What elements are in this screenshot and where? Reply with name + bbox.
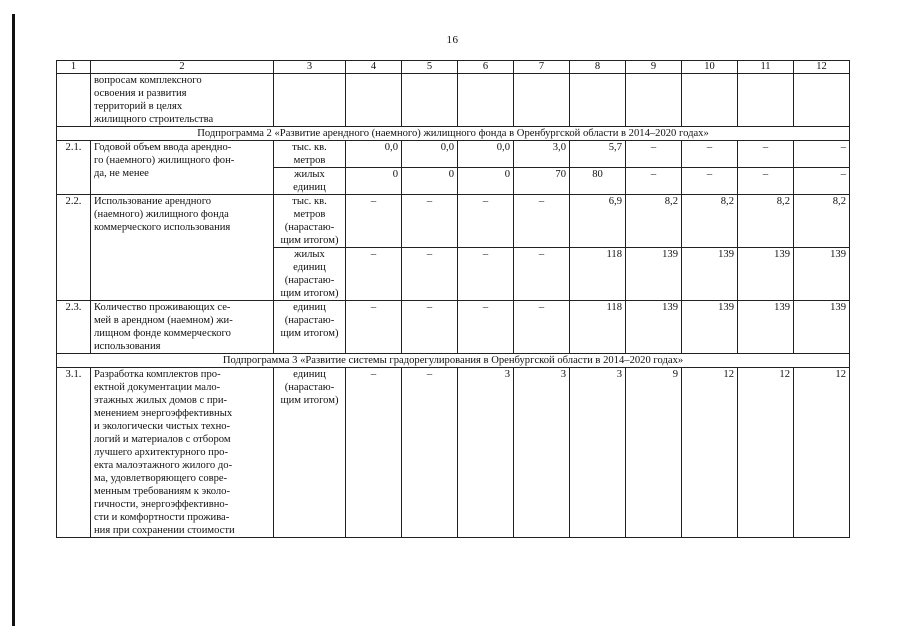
value-cell: – bbox=[458, 301, 514, 354]
value-cell: – bbox=[626, 141, 682, 168]
value-cell: – bbox=[738, 168, 794, 195]
unit-cell: единиц (нарастаю- щим итогом) bbox=[274, 301, 346, 354]
column-header: 9 bbox=[626, 61, 682, 74]
value-cell: 0 bbox=[346, 168, 402, 195]
value-cell: 0,0 bbox=[402, 141, 458, 168]
row-number: 3.1. bbox=[57, 368, 91, 538]
value-cell: – bbox=[682, 141, 738, 168]
value-cell: – bbox=[514, 195, 570, 248]
value-cell: – bbox=[402, 368, 458, 538]
row-number: 2.3. bbox=[57, 301, 91, 354]
value-cell: 118 bbox=[570, 301, 626, 354]
column-header: 7 bbox=[514, 61, 570, 74]
value-cell: 139 bbox=[682, 248, 738, 301]
value-cell: 139 bbox=[626, 248, 682, 301]
value-cell: 0,0 bbox=[458, 141, 514, 168]
table-row bbox=[57, 141, 850, 168]
value-cell: 70 bbox=[514, 168, 570, 195]
value-cell: – bbox=[794, 141, 850, 168]
value-cell: 5,7 bbox=[570, 141, 626, 168]
value-cell: – bbox=[402, 195, 458, 248]
value-cell: 118 bbox=[570, 248, 626, 301]
value-cell: – bbox=[346, 195, 402, 248]
value-cell: – bbox=[738, 141, 794, 168]
value-cell: – bbox=[626, 168, 682, 195]
value-cell: 3 bbox=[458, 368, 514, 538]
continuation-row bbox=[57, 74, 850, 127]
value-cell: 139 bbox=[738, 248, 794, 301]
value-cell: 12 bbox=[794, 368, 850, 538]
value-cell: 9 bbox=[626, 368, 682, 538]
continuation-text: вопросам комплексного освоения и развития территорий в целях жилищного строительства bbox=[91, 74, 274, 127]
value-cell: 3 bbox=[570, 368, 626, 538]
subprogram-2-title: Подпрограмма 2 «Развитие арендного (наемного) жилищного фонда в Оренбургской области в 2014–2020 годах» bbox=[57, 127, 850, 141]
column-header: 2 bbox=[91, 61, 274, 74]
value-cell: – bbox=[514, 248, 570, 301]
value-cell: – bbox=[346, 301, 402, 354]
value-cell: 8,2 bbox=[626, 195, 682, 248]
value-cell: 12 bbox=[682, 368, 738, 538]
value-cell: 139 bbox=[794, 301, 850, 354]
value-cell: – bbox=[458, 248, 514, 301]
value-cell: 3 bbox=[514, 368, 570, 538]
column-header: 11 bbox=[738, 61, 794, 74]
table-row bbox=[57, 301, 850, 354]
row-number: 2.2. bbox=[57, 195, 91, 301]
value-cell: 139 bbox=[682, 301, 738, 354]
value-cell: 139 bbox=[626, 301, 682, 354]
value-cell: 0 bbox=[402, 168, 458, 195]
value-cell: – bbox=[682, 168, 738, 195]
column-header: 5 bbox=[402, 61, 458, 74]
value-cell: 6,9 bbox=[570, 195, 626, 248]
value-cell: – bbox=[458, 195, 514, 248]
value-cell: 0 bbox=[458, 168, 514, 195]
column-header: 10 bbox=[682, 61, 738, 74]
column-header: 12 bbox=[794, 61, 850, 74]
indicator-name: Годовой объем ввода арендно- го (наемного) жилищного фон- да, не менее bbox=[91, 141, 274, 195]
value-cell: 8,2 bbox=[794, 195, 850, 248]
value-cell: 80 bbox=[570, 168, 626, 195]
value-cell: 139 bbox=[738, 301, 794, 354]
unit-cell: жилых единиц bbox=[274, 168, 346, 195]
column-header: 1 bbox=[57, 61, 91, 74]
unit-cell: тыс. кв. метров bbox=[274, 141, 346, 168]
indicator-name: Количество проживающих се- мей в арендном (наемном) жи- лищном фонде коммерческого использования bbox=[91, 301, 274, 354]
row-number: 2.1. bbox=[57, 141, 91, 195]
page-number: 16 bbox=[446, 34, 459, 46]
indicator-name: Разработка комплектов про- ектной документации мало- этажных жилых домов с при- менением энергоэффективных и экологически чистых техно- логий и материалов с отбором лучшего архитектурного про- екта малоэтажного жилого до- ма, удовлетворяющего совре- менным требованиям к эколо- гичности, энергоэффективно- сти и комфортности прожива- ния при сохранении стоимости bbox=[91, 368, 274, 538]
value-cell: 12 bbox=[738, 368, 794, 538]
value-cell: – bbox=[514, 301, 570, 354]
value-cell: – bbox=[402, 301, 458, 354]
value-cell: 8,2 bbox=[738, 195, 794, 248]
value-cell: – bbox=[346, 368, 402, 538]
indicators-table bbox=[56, 60, 850, 538]
unit-cell: жилых единиц (нарастаю- щим итогом) bbox=[274, 248, 346, 301]
unit-cell: единиц (нарастаю- щим итогом) bbox=[274, 368, 346, 538]
value-cell: 3,0 bbox=[514, 141, 570, 168]
column-number-row bbox=[57, 61, 850, 74]
value-cell: – bbox=[346, 248, 402, 301]
table-row bbox=[57, 368, 850, 538]
value-cell: – bbox=[402, 248, 458, 301]
page-left-border bbox=[12, 14, 15, 626]
table-row bbox=[57, 195, 850, 248]
column-header: 3 bbox=[274, 61, 346, 74]
value-cell: – bbox=[794, 168, 850, 195]
unit-cell: тыс. кв. метров (нарастаю- щим итогом) bbox=[274, 195, 346, 248]
column-header: 6 bbox=[458, 61, 514, 74]
subprogram-3-title: Подпрограмма 3 «Развитие системы градорегулирования в Оренбургской области в 2014–2020 годах» bbox=[57, 354, 850, 368]
column-header: 4 bbox=[346, 61, 402, 74]
subprogram-3-row bbox=[57, 354, 850, 368]
subprogram-2-row bbox=[57, 127, 850, 141]
indicator-name: Использование арендного (наемного) жилищного фонда коммерческого использования bbox=[91, 195, 274, 301]
value-cell: 0,0 bbox=[346, 141, 402, 168]
value-cell: 139 bbox=[794, 248, 850, 301]
column-header: 8 bbox=[570, 61, 626, 74]
value-cell: 8,2 bbox=[682, 195, 738, 248]
